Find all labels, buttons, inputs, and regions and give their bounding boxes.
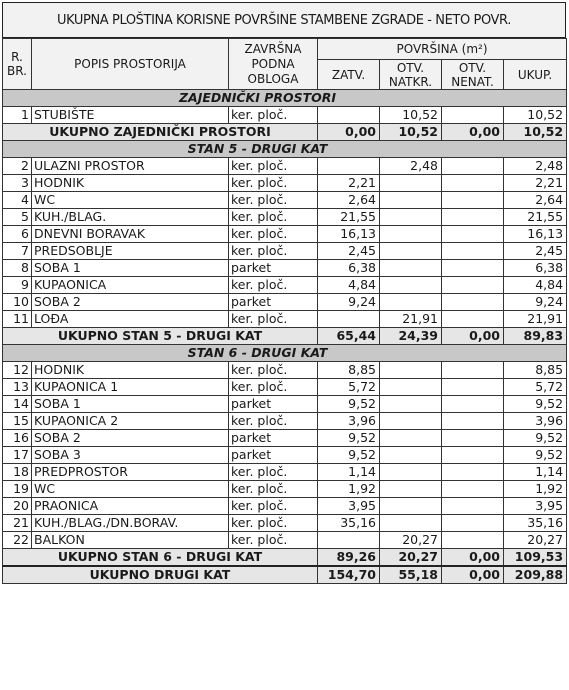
row-number: 7 xyxy=(3,243,32,260)
area-total: 3,96 xyxy=(504,413,567,430)
area-open-covered xyxy=(380,192,442,209)
table-row xyxy=(3,379,567,396)
area-open-covered: 2,48 xyxy=(380,158,442,175)
floor-finish: ker. ploč. xyxy=(229,158,318,175)
table-row xyxy=(3,430,567,447)
row-number: 11 xyxy=(3,311,32,328)
table-row xyxy=(3,481,567,498)
area-open-uncovered xyxy=(442,209,504,226)
floor-finish: parket xyxy=(229,396,318,413)
area-total: 8,85 xyxy=(504,362,567,379)
area-total: 3,95 xyxy=(504,498,567,515)
floor-finish: ker. ploč. xyxy=(229,243,318,260)
table-row xyxy=(3,311,567,328)
room-name: LOĐA xyxy=(32,311,229,328)
row-number: 20 xyxy=(3,498,32,515)
area-open-uncovered xyxy=(442,396,504,413)
grand-total-total: 209,88 xyxy=(504,566,567,584)
row-number: 15 xyxy=(3,413,32,430)
table-row xyxy=(3,107,567,124)
subtotal-label: UKUPNO STAN 6 - DRUGI KAT xyxy=(3,549,318,567)
section-header-row xyxy=(3,90,567,107)
section-header-row xyxy=(3,141,567,158)
subtotal-open-uncovered: 0,00 xyxy=(442,549,504,567)
floor-finish: ker. ploč. xyxy=(229,311,318,328)
subtotal-total: 109,53 xyxy=(504,549,567,567)
section-title xyxy=(3,90,567,107)
area-open-covered xyxy=(380,464,442,481)
area-total: 9,52 xyxy=(504,430,567,447)
header-zatv: ZATV. xyxy=(318,60,380,90)
row-number: 10 xyxy=(3,294,32,311)
table-row xyxy=(3,192,567,209)
area-total: 20,27 xyxy=(504,532,567,549)
row-number: 13 xyxy=(3,379,32,396)
subtotal-closed: 65,44 xyxy=(318,328,380,345)
area-open-uncovered xyxy=(442,481,504,498)
table-row xyxy=(3,447,567,464)
table-row xyxy=(3,175,567,192)
table-row xyxy=(3,226,567,243)
room-name: SOBA 2 xyxy=(32,294,229,311)
area-open-uncovered xyxy=(442,532,504,549)
section-title-text: STAN 5 - DRUGI KAT xyxy=(187,141,328,156)
area-open-covered xyxy=(380,379,442,396)
room-name: DNEVNI BORAVAK xyxy=(32,226,229,243)
area-closed: 5,72 xyxy=(318,379,380,396)
room-name: ULAZNI PROSTOR xyxy=(32,158,229,175)
room-name: SOBA 3 xyxy=(32,447,229,464)
room-name: WC xyxy=(32,481,229,498)
area-total: 21,55 xyxy=(504,209,567,226)
subtotal-label: UKUPNO STAN 5 - DRUGI KAT xyxy=(3,328,318,345)
header-otv-nenat: OTV. NENAT. xyxy=(442,60,504,90)
area-closed: 3,96 xyxy=(318,413,380,430)
area-total: 2,21 xyxy=(504,175,567,192)
row-number: 4 xyxy=(3,192,32,209)
area-open-uncovered xyxy=(442,447,504,464)
row-number: 19 xyxy=(3,481,32,498)
floor-finish: ker. ploč. xyxy=(229,464,318,481)
area-total: 9,52 xyxy=(504,447,567,464)
area-open-covered xyxy=(380,396,442,413)
room-name: KUPAONICA 2 xyxy=(32,413,229,430)
area-open-covered xyxy=(380,226,442,243)
area-closed: 21,55 xyxy=(318,209,380,226)
row-number: 9 xyxy=(3,277,32,294)
table-header xyxy=(3,39,567,90)
table-row xyxy=(3,464,567,481)
area-open-covered xyxy=(380,260,442,277)
floor-finish: parket xyxy=(229,447,318,464)
room-name: PREDSOBLJE xyxy=(32,243,229,260)
grand-total-open-covered: 55,18 xyxy=(380,566,442,584)
row-number: 5 xyxy=(3,209,32,226)
area-open-uncovered xyxy=(442,107,504,124)
area-open-uncovered xyxy=(442,311,504,328)
grand-total-row xyxy=(3,566,567,584)
area-closed: 9,24 xyxy=(318,294,380,311)
table-row xyxy=(3,277,567,294)
row-number: 2 xyxy=(3,158,32,175)
section-title-text: ZAJEDNIČKI PROSTORI xyxy=(178,90,337,105)
subtotal-label: UKUPNO ZAJEDNIČKI PROSTORI xyxy=(3,124,318,141)
header-otv-natkr: OTV. NATKR. xyxy=(380,60,442,90)
floor-finish: parket xyxy=(229,294,318,311)
row-number: 22 xyxy=(3,532,32,549)
area-closed: 1,14 xyxy=(318,464,380,481)
area-closed: 9,52 xyxy=(318,447,380,464)
area-open-covered xyxy=(380,175,442,192)
subtotal-closed: 0,00 xyxy=(318,124,380,141)
subtotal-total: 10,52 xyxy=(504,124,567,141)
table-row xyxy=(3,209,567,226)
table-body xyxy=(3,90,567,584)
area-total: 10,52 xyxy=(504,107,567,124)
header-popis: POPIS PROSTORIJA xyxy=(32,39,229,90)
area-total: 1,14 xyxy=(504,464,567,481)
row-number: 17 xyxy=(3,447,32,464)
room-name: KUH./BLAG./DN.BORAV. xyxy=(32,515,229,532)
area-closed: 9,52 xyxy=(318,430,380,447)
area-total: 35,16 xyxy=(504,515,567,532)
floor-finish: parket xyxy=(229,260,318,277)
area-closed: 16,13 xyxy=(318,226,380,243)
area-table xyxy=(2,38,567,584)
row-number: 8 xyxy=(3,260,32,277)
room-name: PRAONICA xyxy=(32,498,229,515)
area-open-uncovered xyxy=(442,413,504,430)
area-closed: 8,85 xyxy=(318,362,380,379)
area-open-uncovered xyxy=(442,175,504,192)
area-closed: 3,95 xyxy=(318,498,380,515)
area-closed: 2,45 xyxy=(318,243,380,260)
row-number: 18 xyxy=(3,464,32,481)
area-open-uncovered xyxy=(442,379,504,396)
area-open-covered xyxy=(380,277,442,294)
area-open-uncovered xyxy=(442,192,504,209)
area-open-uncovered xyxy=(442,430,504,447)
floor-finish: ker. ploč. xyxy=(229,379,318,396)
section-header-row xyxy=(3,345,567,362)
subtotal-open-covered: 24,39 xyxy=(380,328,442,345)
area-open-covered xyxy=(380,294,442,311)
room-name: HODNIK xyxy=(32,175,229,192)
area-total: 21,91 xyxy=(504,311,567,328)
row-number: 1 xyxy=(3,107,32,124)
subtotal-row xyxy=(3,124,567,141)
floor-finish: ker. ploč. xyxy=(229,413,318,430)
floor-finish: ker. ploč. xyxy=(229,175,318,192)
subtotal-closed: 89,26 xyxy=(318,549,380,567)
subtotal-open-uncovered: 0,00 xyxy=(442,124,504,141)
floor-finish: ker. ploč. xyxy=(229,498,318,515)
room-name: BALKON xyxy=(32,532,229,549)
section-title xyxy=(3,345,567,362)
room-name: STUBIŠTE xyxy=(32,107,229,124)
floor-finish: ker. ploč. xyxy=(229,209,318,226)
area-open-uncovered xyxy=(442,277,504,294)
room-name: KUPAONICA xyxy=(32,277,229,294)
area-open-uncovered xyxy=(442,260,504,277)
row-number: 3 xyxy=(3,175,32,192)
floor-finish: ker. ploč. xyxy=(229,532,318,549)
room-name: KUH./BLAG. xyxy=(32,209,229,226)
area-closed: 1,92 xyxy=(318,481,380,498)
row-number: 14 xyxy=(3,396,32,413)
area-closed xyxy=(318,532,380,549)
area-open-uncovered xyxy=(442,243,504,260)
row-number: 21 xyxy=(3,515,32,532)
table-row xyxy=(3,413,567,430)
area-open-covered xyxy=(380,498,442,515)
subtotal-row xyxy=(3,328,567,345)
area-open-covered xyxy=(380,430,442,447)
area-total: 5,72 xyxy=(504,379,567,396)
floor-finish: ker. ploč. xyxy=(229,277,318,294)
area-closed: 6,38 xyxy=(318,260,380,277)
subtotal-total: 89,83 xyxy=(504,328,567,345)
area-closed: 2,21 xyxy=(318,175,380,192)
room-name: SOBA 1 xyxy=(32,260,229,277)
area-open-uncovered xyxy=(442,498,504,515)
area-open-covered: 10,52 xyxy=(380,107,442,124)
table-row xyxy=(3,532,567,549)
table-title: UKUPNA PLOŠTINA KORISNE POVRŠINE STAMBENE ZGRADE - NETO POVR. xyxy=(2,2,566,38)
grand-total-label: UKUPNO DRUGI KAT xyxy=(3,566,318,584)
table-row xyxy=(3,260,567,277)
floor-finish: parket xyxy=(229,430,318,447)
area-open-uncovered xyxy=(442,226,504,243)
area-table-document xyxy=(2,2,566,584)
area-open-uncovered xyxy=(442,294,504,311)
header-obloga: ZAVRŠNA PODNA OBLOGA xyxy=(229,39,318,90)
area-open-covered xyxy=(380,362,442,379)
table-row xyxy=(3,294,567,311)
area-total: 1,92 xyxy=(504,481,567,498)
area-open-uncovered xyxy=(442,158,504,175)
floor-finish: ker. ploč. xyxy=(229,362,318,379)
grand-total-closed: 154,70 xyxy=(318,566,380,584)
header-rbr: R. BR. xyxy=(3,39,32,90)
area-total: 2,45 xyxy=(504,243,567,260)
row-number: 12 xyxy=(3,362,32,379)
area-open-uncovered xyxy=(442,362,504,379)
floor-finish: ker. ploč. xyxy=(229,481,318,498)
floor-finish: ker. ploč. xyxy=(229,515,318,532)
area-total: 2,64 xyxy=(504,192,567,209)
area-closed: 2,64 xyxy=(318,192,380,209)
area-open-covered xyxy=(380,243,442,260)
area-open-uncovered xyxy=(442,464,504,481)
area-open-covered xyxy=(380,413,442,430)
area-total: 16,13 xyxy=(504,226,567,243)
area-open-uncovered xyxy=(442,515,504,532)
subtotal-open-uncovered: 0,00 xyxy=(442,328,504,345)
room-name: WC xyxy=(32,192,229,209)
area-total: 6,38 xyxy=(504,260,567,277)
room-name: SOBA 1 xyxy=(32,396,229,413)
area-closed: 35,16 xyxy=(318,515,380,532)
area-closed: 4,84 xyxy=(318,277,380,294)
floor-finish: ker. ploč. xyxy=(229,107,318,124)
area-open-covered: 20,27 xyxy=(380,532,442,549)
room-name: SOBA 2 xyxy=(32,430,229,447)
area-closed: 9,52 xyxy=(318,396,380,413)
row-number: 16 xyxy=(3,430,32,447)
room-name: HODNIK xyxy=(32,362,229,379)
subtotal-open-covered: 10,52 xyxy=(380,124,442,141)
header-ukup: UKUP. xyxy=(504,60,567,90)
area-closed xyxy=(318,311,380,328)
area-open-covered xyxy=(380,447,442,464)
table-row xyxy=(3,396,567,413)
area-total: 4,84 xyxy=(504,277,567,294)
table-row xyxy=(3,243,567,260)
area-total: 2,48 xyxy=(504,158,567,175)
header-povrsina: POVRŠINA (m²) xyxy=(318,39,567,60)
area-total: 9,24 xyxy=(504,294,567,311)
table-row xyxy=(3,498,567,515)
subtotal-row xyxy=(3,549,567,567)
area-open-covered: 21,91 xyxy=(380,311,442,328)
section-title-text: STAN 6 - DRUGI KAT xyxy=(187,345,328,360)
subtotal-open-covered: 20,27 xyxy=(380,549,442,567)
floor-finish: ker. ploč. xyxy=(229,192,318,209)
room-name: PREDPROSTOR xyxy=(32,464,229,481)
area-open-covered xyxy=(380,209,442,226)
floor-finish: ker. ploč. xyxy=(229,226,318,243)
room-name: KUPAONICA 1 xyxy=(32,379,229,396)
table-row xyxy=(3,158,567,175)
area-closed xyxy=(318,158,380,175)
row-number: 6 xyxy=(3,226,32,243)
section-title xyxy=(3,141,567,158)
area-open-covered xyxy=(380,515,442,532)
table-row xyxy=(3,515,567,532)
table-row xyxy=(3,362,567,379)
area-open-covered xyxy=(380,481,442,498)
area-total: 9,52 xyxy=(504,396,567,413)
grand-total-open-uncovered: 0,00 xyxy=(442,566,504,584)
area-closed xyxy=(318,107,380,124)
